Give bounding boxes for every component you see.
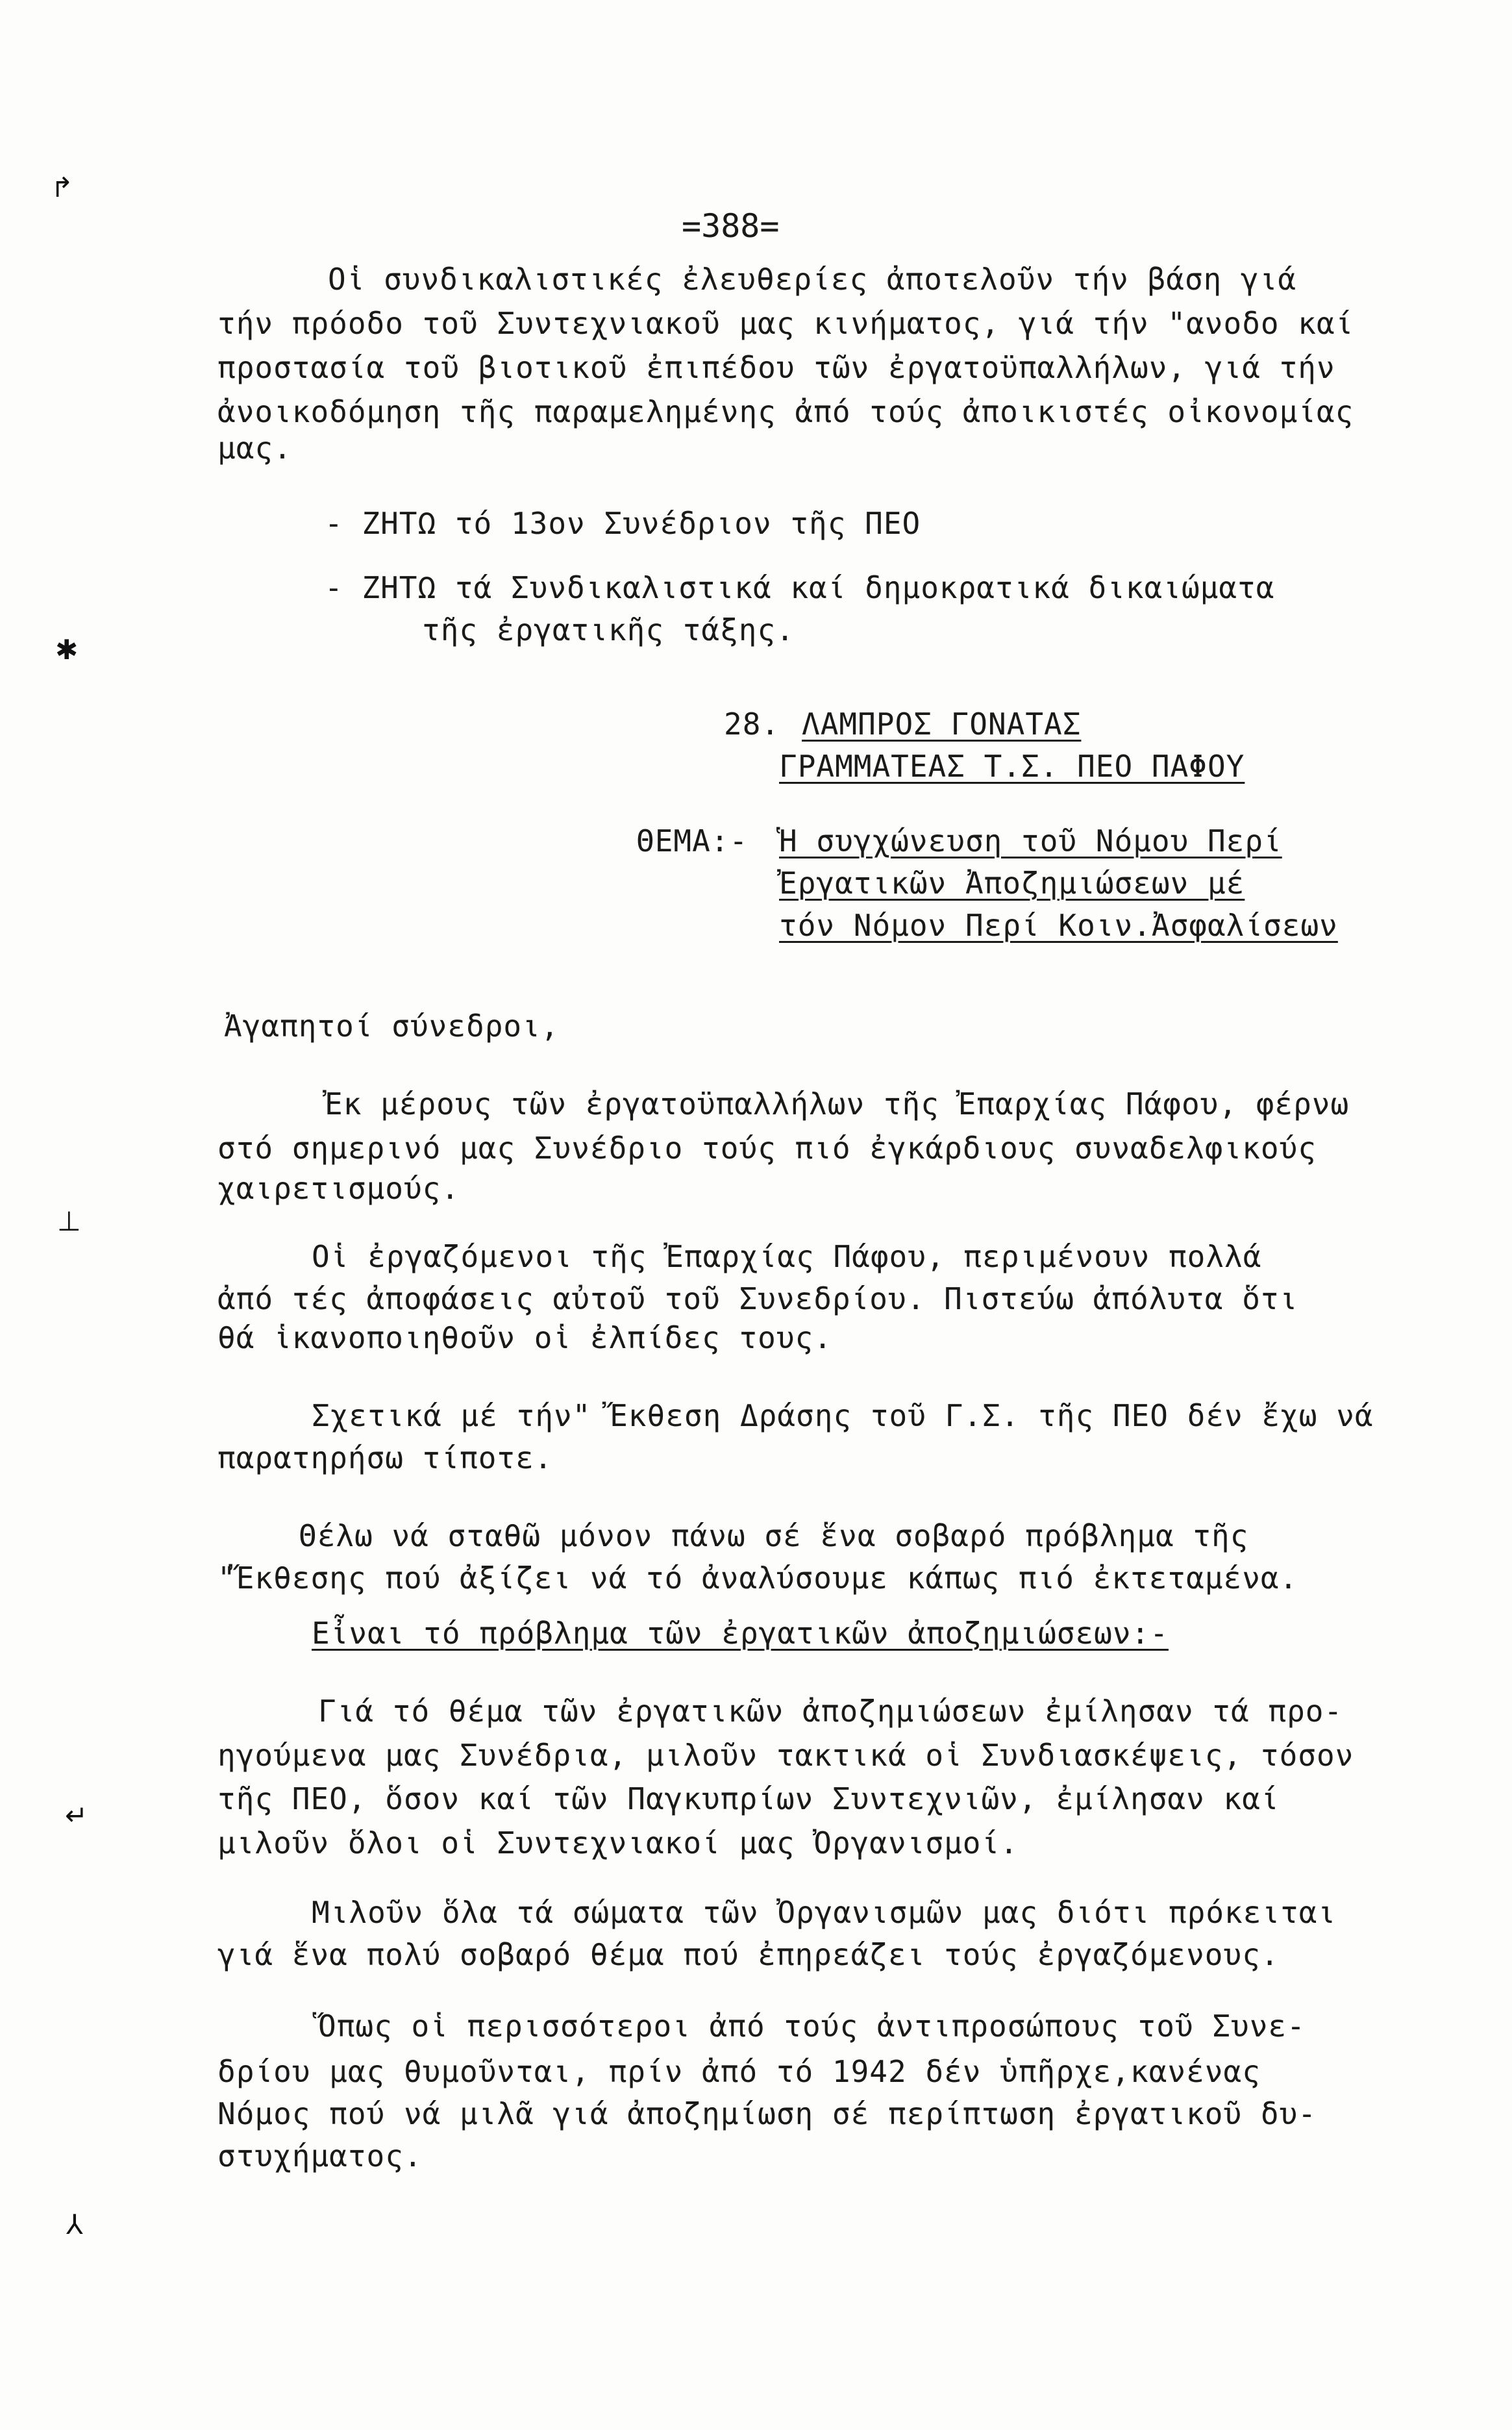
- subject-line: Ἡ συγχώνευση τοῦ Νόμου Περί: [779, 823, 1282, 858]
- subject-label: ΘΕΜΑ:-: [636, 823, 749, 858]
- margin-mark: ✱: [55, 634, 79, 666]
- speaker-name: ΛΑΜΠΡΟΣ ΓΟΝΑΤΑΣ: [802, 707, 1082, 742]
- page-number: =388=: [682, 207, 780, 245]
- paragraph-line: δρίου μας θυμοῦνται, πρίν ἀπό τό 1942 δέν ὑπῆρχε,κανένας: [217, 2054, 1261, 2089]
- paragraph-line: "Ἔκθεσης πού ἀξίζει νά τό ἀναλύσουμε κάπως πιό ἐκτεταμένα.: [217, 1560, 1298, 1596]
- paragraph-line: Νόμος πού νά μιλᾶ γιά ἀποζημίωση σέ περίπτωση ἐργατικοῦ δυ-: [217, 2096, 1317, 2131]
- speaker-title: ΓΡΑΜΜΑΤΕΑΣ Τ.Σ. ΠΕΟ ΠΑΦΟΥ: [779, 749, 1245, 784]
- subject-line: τόν Νόμον Περί Κοιν.Ἀσφαλίσεων: [779, 908, 1338, 943]
- slogan-line: τῆς ἐργατικῆς τάξης.: [422, 612, 795, 647]
- paragraph-line: Σχετικά μέ τήν" Ἔκθεση Δράσης τοῦ Γ.Σ. τῆς ΠΕΟ δέν ἔχω νά: [312, 1398, 1374, 1433]
- paragraph-line: Γιά τό θέμα τῶν ἐργατικῶν ἀποζημιώσεων ἐμίλησαν τά προ-: [318, 1694, 1343, 1729]
- intro-line: μας.: [217, 431, 292, 466]
- subject-line: Ἐργατικῶν Ἀποζημιώσεων μέ: [779, 866, 1245, 901]
- paragraph-line: χαιρετισμούς.: [217, 1171, 460, 1206]
- paragraph-line: τῆς ΠΕΟ, ὅσον καί τῶν Παγκυπρίων Συντεχνιῶν, ἐμίλησαν καί: [217, 1781, 1280, 1816]
- margin-mark: ↱: [51, 171, 74, 203]
- slogan-line: - ΖΗΤΩ τό 13ον Συνέδριον τῆς ΠΕΟ: [325, 506, 921, 541]
- paragraph-line: γιά ἕνα πολύ σοβαρό θέμα πού ἐπηρεάζει τούς ἐργαζόμενους.: [217, 1937, 1280, 1972]
- paragraph-line: στό σημερινό μας Συνέδριο τούς πιό ἐγκάρδιους συναδελφικούς: [217, 1131, 1317, 1166]
- intro-line: Οἱ συνδικαλιστικές ἐλευθερίες ἀποτελοῦν τήν βάση γιά: [328, 262, 1297, 297]
- paragraph-line: Ἐκ μέρους τῶν ἐργατοϋπαλλήλων τῆς Ἐπαρχίας Πάφου, φέρνω: [325, 1086, 1350, 1121]
- paragraph-line: Ὅπως οἱ περισσότεροι ἀπό τούς ἀντιπροσώπους τοῦ Συνε-: [318, 2009, 1306, 2044]
- intro-line: ἀνοικοδόμηση τῆς παραμελημένης ἀπό τούς ἀποικιστές οἰκονομίας: [217, 394, 1354, 429]
- margin-mark: ⊥: [57, 1205, 81, 1237]
- problem-heading: Εἶναι τό πρόβλημα τῶν ἐργατικῶν ἀποζημιώσεων:-: [312, 1616, 1169, 1651]
- paragraph-line: στυχήματος.: [217, 2138, 423, 2173]
- margin-mark: ↵: [65, 1799, 88, 1831]
- salutation: Ἀγαπητοί σύνεδροι,: [224, 1008, 560, 1044]
- paragraph-line: Μιλοῦν ὅλα τά σώματα τῶν Ὀργανισμῶν μας διότι πρόκειται: [312, 1895, 1337, 1930]
- intro-line: τήν πρόοδο τοῦ Συντεχνιακοῦ μας κινήματος, γιά τήν "ανοδο καί: [217, 306, 1354, 341]
- margin-mark: ⅄: [66, 2209, 83, 2240]
- paragraph-line: Θέλω νά σταθῶ μόνον πάνω σέ ἕνα σοβαρό πρόβλημα τῆς: [299, 1518, 1249, 1553]
- intro-line: προστασία τοῦ βιοτικοῦ ἐπιπέδου τῶν ἐργατοϋπαλλήλων, γιά τήν: [217, 350, 1335, 385]
- paragraph-line: Οἱ ἐργαζόμενοι τῆς Ἐπαρχίας Πάφου, περιμένουν πολλά: [312, 1239, 1262, 1274]
- speaker-number: 28.: [724, 707, 780, 742]
- paragraph-line: ηγούμενα μας Συνέδρια, μιλοῦν τακτικά οἱ Συνδιασκέψεις, τόσον: [217, 1738, 1354, 1773]
- paragraph-line: παρατηρήσω τίποτε.: [217, 1440, 553, 1475]
- paragraph-line: θά ἱκανοποιηθοῦν οἱ ἐλπίδες τους.: [217, 1320, 832, 1355]
- paragraph-line: μιλοῦν ὅλοι οἱ Συντεχνιακοί μας Ὀργανισμοί.: [217, 1825, 1019, 1860]
- paragraph-line: ἀπό τές ἀποφάσεις αὐτοῦ τοῦ Συνεδρίου. Πιστεύω ἀπόλυτα ὅτι: [217, 1281, 1298, 1316]
- slogan-line: - ΖΗΤΩ τά Συνδικαλιστικά καί δημοκρατικά δικαιώματα: [325, 570, 1275, 605]
